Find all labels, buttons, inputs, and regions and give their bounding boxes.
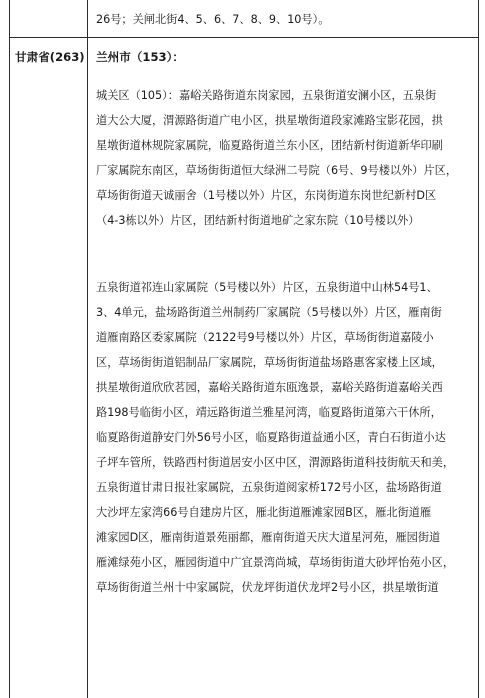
paragraph2-line: 拱星墩街道欣欣茗园，嘉峪关路街道东瓯逸景，嘉峪关路街道嘉峪关西 [96, 381, 443, 394]
previous-row-text: 26号；关闸北街4、5、6、7、8、9、10号）。 [96, 13, 330, 26]
content-cell [96, 38, 474, 698]
paragraph2-line: 五泉街道甘肃日报社家属院，五泉街道阅家桥172号小区，盐场路街道 [96, 481, 442, 494]
paragraph2-line: 道雁南路区委家属院（2122号9号楼以外）片区，草场街街道嘉陵小 [96, 331, 434, 344]
paragraph1-line: 星墩街道林规院家属院，临夏路街道兰东小区，团结新村街道新华印刷 [96, 139, 443, 152]
paragraph2-line: 路198号临街小区，靖远路街道兰雅星河湾，临夏路街道第六干休所， [96, 406, 442, 419]
paragraph2-line: 大沙坪左家湾66号自建房片区，雁北街道雁滩家园B区，雁北街道雁 [96, 506, 432, 519]
paragraph1-line: （4-3栋以外）片区，团结新村街道地矿之家东院（10号楼以外） [96, 214, 420, 227]
paragraph2-line: 草场街街道兰州十中家属院，伏龙坪街道伏龙坪2号小区，拱星墩街道 [96, 581, 439, 594]
paragraph2-line: 3、4单元，盐场路街道兰州制药厂家属院（5号楼以外）片区，雁南街 [96, 306, 442, 319]
paragraph1-line: 草场街街道天诚丽舍（1号楼以外）片区，东岗街道东岗世纪新村D区 [96, 189, 437, 202]
paragraph1-line: 厂家属院东南区，草场街街道恒大绿洲二号院（6号、9号楼以外）片区， [96, 164, 458, 177]
document-table [9, 0, 479, 698]
paragraph2-line: 雁滩绿苑小区，雁园街道中广宜景湾尚城，草场街街道大砂坪怡苑小区， [96, 556, 455, 569]
paragraph2-line: 五泉街道祁连山家属院（5号楼以外）片区，五泉街道中山林54号1、 [96, 281, 438, 294]
paragraph2-line: 滩家园D区，雁南街道景苑丽都，雁南街道天庆大道星河苑，雁园街道 [96, 531, 441, 544]
paragraph2-line: 子坪车管所，铁路西村街道居安小区中区，渭源路街道科技街航天和美， [96, 456, 455, 469]
province-label: 甘肃省(263) [15, 50, 85, 64]
paragraph2-line: 区，草场街街道铝制品厂家属院，草场街街道盐场路惠客家楼上区域， [96, 356, 443, 369]
gansu-row [10, 38, 478, 698]
previous-row-left-cell [10, 0, 88, 37]
city-heading: 兰州市（153）： [96, 50, 184, 64]
province-cell [10, 38, 88, 698]
paragraph1-line: 城关区（105）：嘉峪关路街道东岗家园，五泉街道安澜小区，五泉街 [96, 89, 437, 102]
previous-row [10, 0, 478, 38]
paragraph1-line: 道大公大厦，渭源路街道广电小区，拱星墩街道段家滩路宝影花园，拱 [96, 114, 443, 127]
paragraph2-line: 临夏路街道静安门外56号小区，临夏路街道益通小区，青白石街道小达 [96, 431, 446, 444]
